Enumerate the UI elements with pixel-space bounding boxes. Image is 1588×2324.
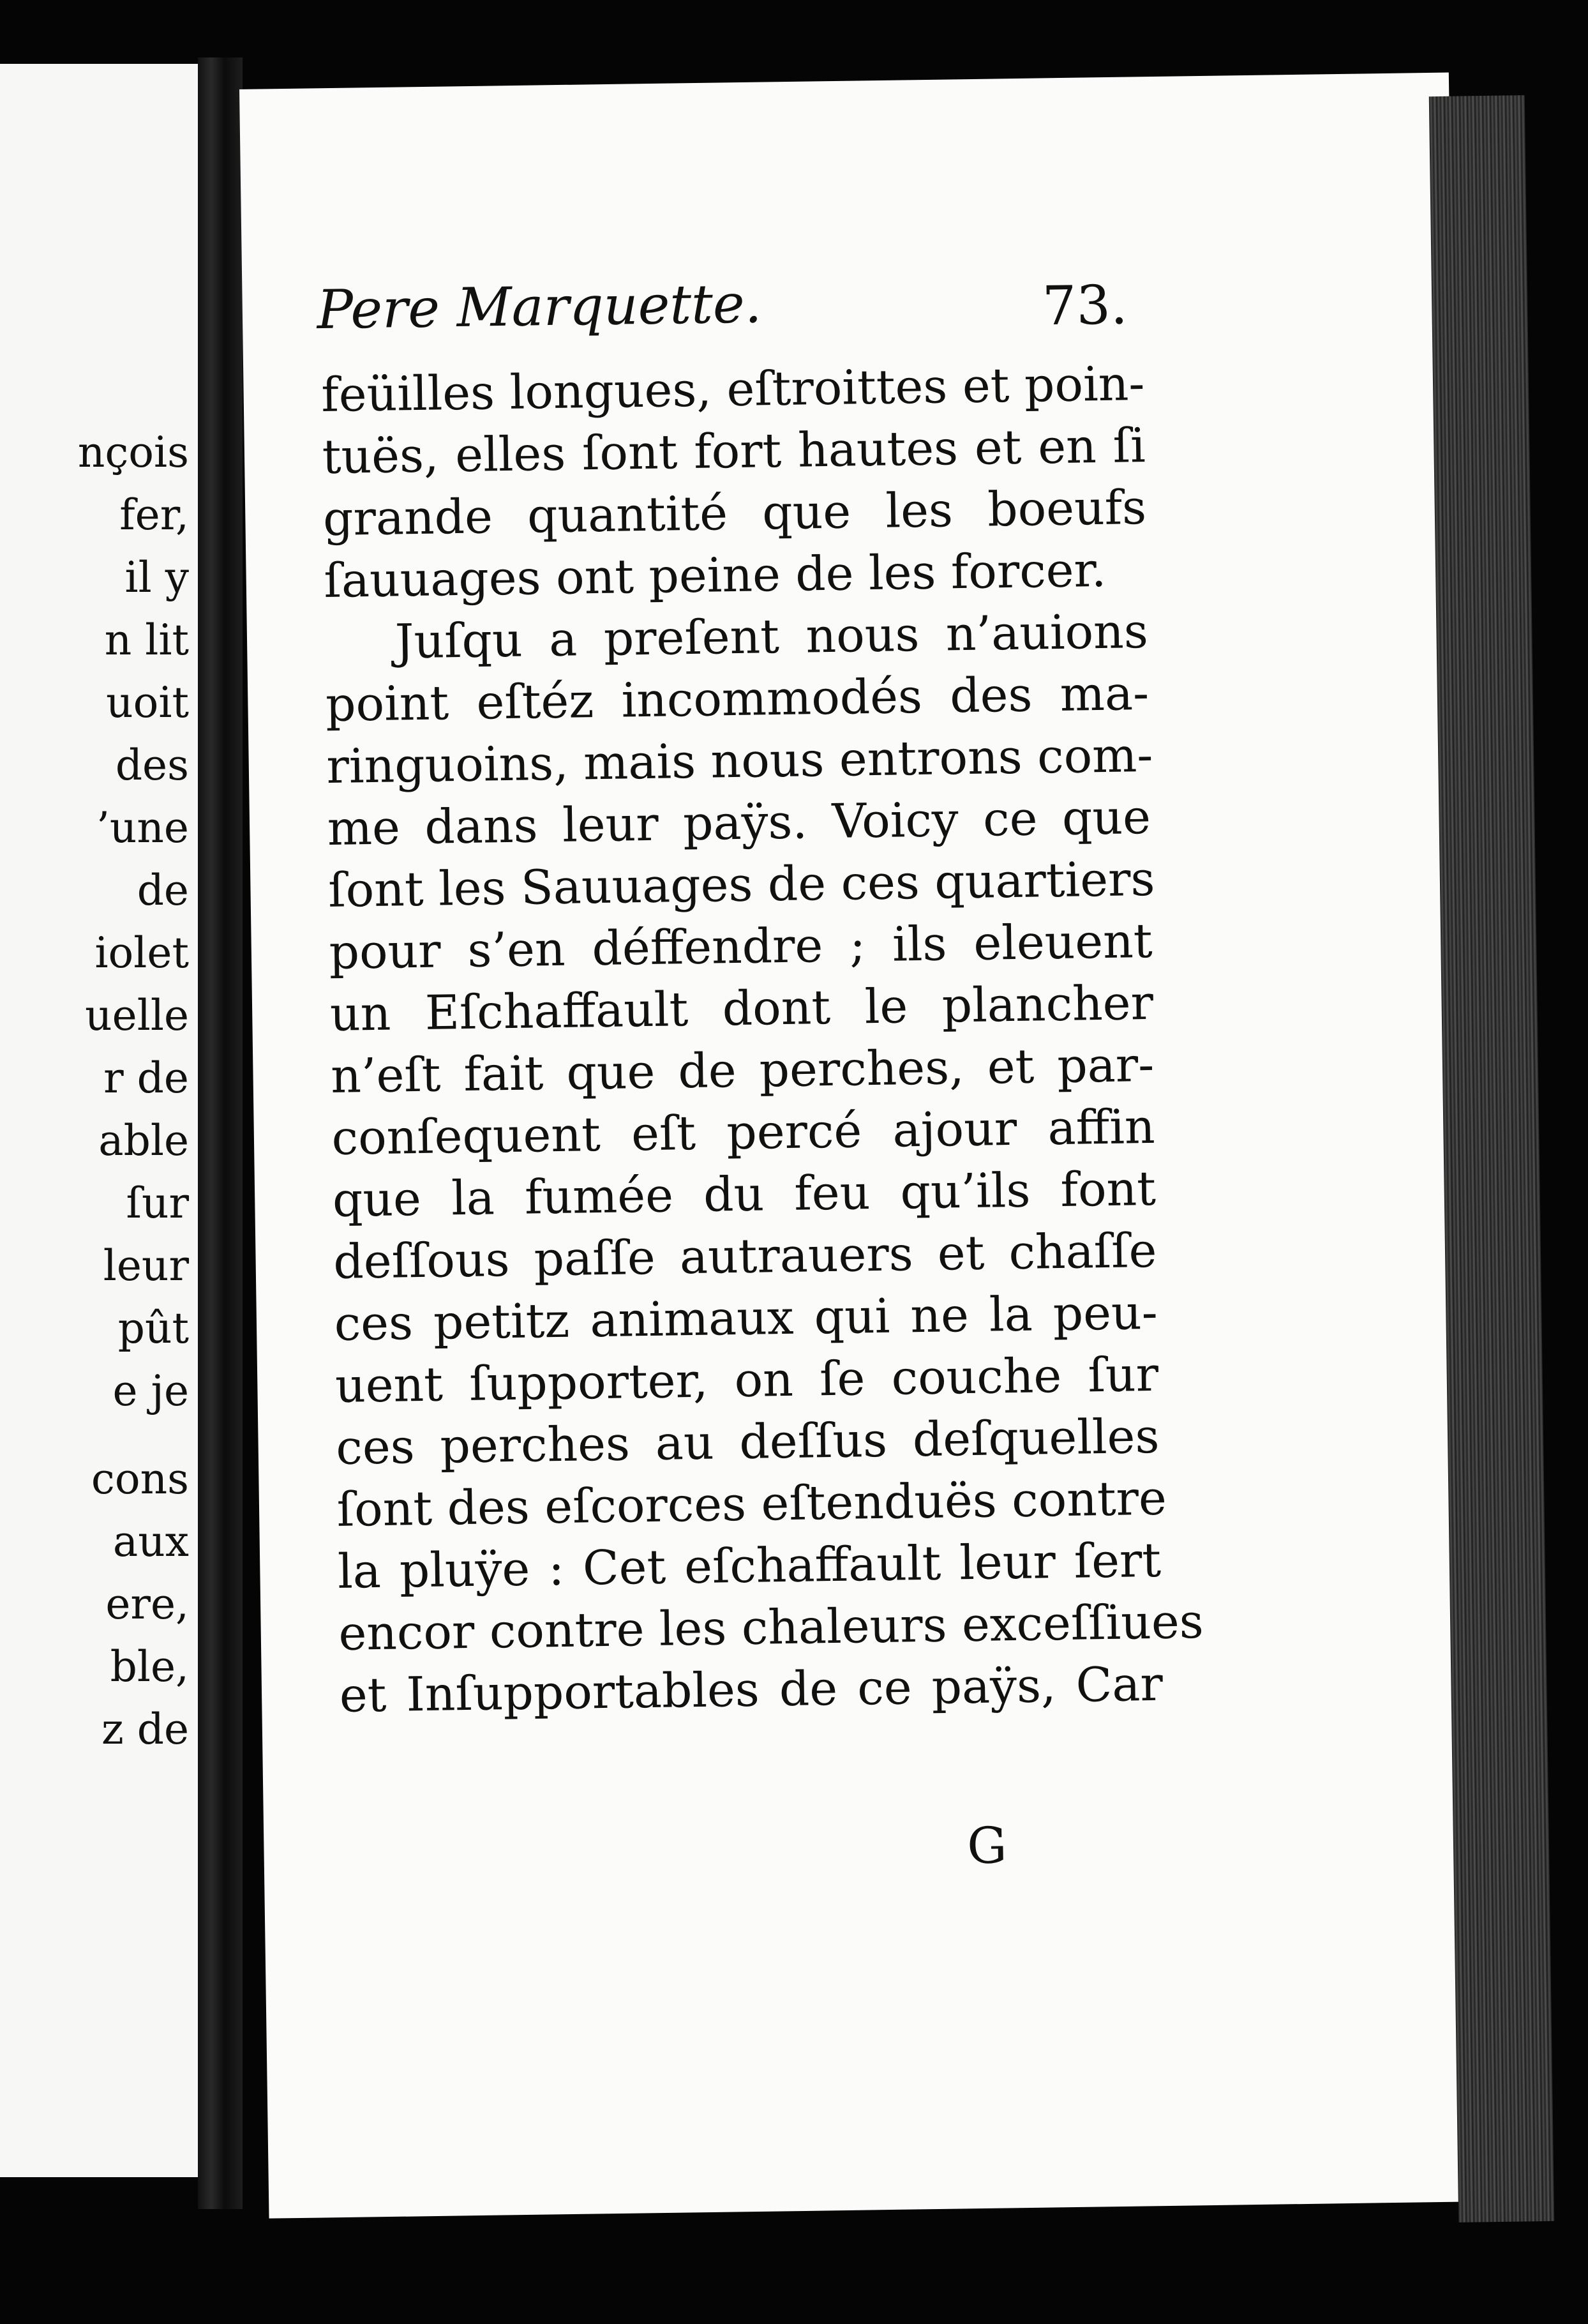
left-fragment: fer, bbox=[119, 490, 189, 540]
left-fragment: iolet bbox=[94, 928, 189, 977]
text-line: la pluÿe : Cet eſchaffault leur ſert bbox=[337, 1532, 1162, 1599]
text-line: deſſous paſſe autrauers et chaſſe bbox=[333, 1223, 1157, 1290]
left-fragment: aux bbox=[112, 1517, 189, 1566]
text-line: Juſqu a preſent nous n’auions bbox=[394, 603, 1149, 670]
left-fragment: ’une bbox=[96, 803, 189, 852]
text-line: que la fumée du feu qu’ils font bbox=[332, 1161, 1157, 1228]
text-line: conſequent eſt percé ajour affin bbox=[331, 1099, 1156, 1166]
left-fragment: ere, bbox=[105, 1580, 189, 1629]
left-fragment: ſur bbox=[126, 1179, 189, 1228]
text-line: encor contre les chaleurs exceſſiues bbox=[338, 1594, 1204, 1661]
left-fragment: il y bbox=[124, 553, 189, 602]
left-fragment: ble, bbox=[110, 1642, 189, 1691]
text-line: point eſtéz incommodés des ma- bbox=[325, 665, 1150, 732]
page-number: 73. bbox=[1042, 273, 1128, 338]
left-fragment: r de bbox=[103, 1053, 189, 1103]
body-text bbox=[320, 353, 1204, 1727]
left-fragment: de bbox=[137, 866, 189, 915]
left-fragment: leur bbox=[103, 1241, 189, 1290]
text-line: me dans leur paÿs. Voicy ce que bbox=[327, 789, 1151, 856]
left-fragment: z de bbox=[101, 1705, 189, 1754]
text-line: uent ſupporter, on ſe couche ſur bbox=[334, 1347, 1159, 1414]
text-line: ringuoins, mais nous entrons com- bbox=[326, 727, 1153, 794]
left-fragment: cons bbox=[91, 1454, 189, 1504]
text-line: ſauuages ont peine de les forcer. bbox=[323, 542, 1107, 608]
left-fragment: uelle bbox=[85, 991, 189, 1040]
text-line: grande quantité que les boeufs bbox=[322, 479, 1147, 547]
text-line: pour s’en déffendre ; ils eleuent bbox=[329, 913, 1153, 980]
running-head bbox=[317, 267, 1147, 349]
left-fragment: n lit bbox=[104, 615, 189, 665]
left-fragment: pût bbox=[117, 1304, 189, 1353]
left-fragment: des bbox=[115, 741, 189, 790]
signature-mark: G bbox=[966, 1817, 1008, 1876]
running-head-title: Pere Marquette. bbox=[316, 272, 762, 342]
text-line: ſont les Sauuages de ces quartiers bbox=[327, 851, 1155, 918]
text-line: ces petitz animaux qui ne la peu- bbox=[334, 1285, 1158, 1352]
left-fragment: e je bbox=[112, 1366, 189, 1415]
text-line: et Inſupportables de ce paÿs, Car bbox=[339, 1656, 1164, 1723]
left-fragment: nçois bbox=[77, 428, 189, 477]
text-line: ces perches au deſſus deſquelles bbox=[335, 1408, 1160, 1475]
text-line: un Eſchaffault dont le plancher bbox=[329, 975, 1154, 1042]
left-fragment: uoit bbox=[106, 678, 189, 727]
text-line: tuës, elles ſont fort hautes et en ſi bbox=[322, 418, 1146, 485]
text-line: feüilles longues, eſtroittes et poin- bbox=[320, 356, 1145, 423]
left-fragment: able bbox=[98, 1116, 189, 1165]
text-line: n’eſt fait que de perches, et par- bbox=[330, 1037, 1155, 1104]
text-line: ſont des eſcorces eſtenduës contre bbox=[336, 1470, 1167, 1537]
